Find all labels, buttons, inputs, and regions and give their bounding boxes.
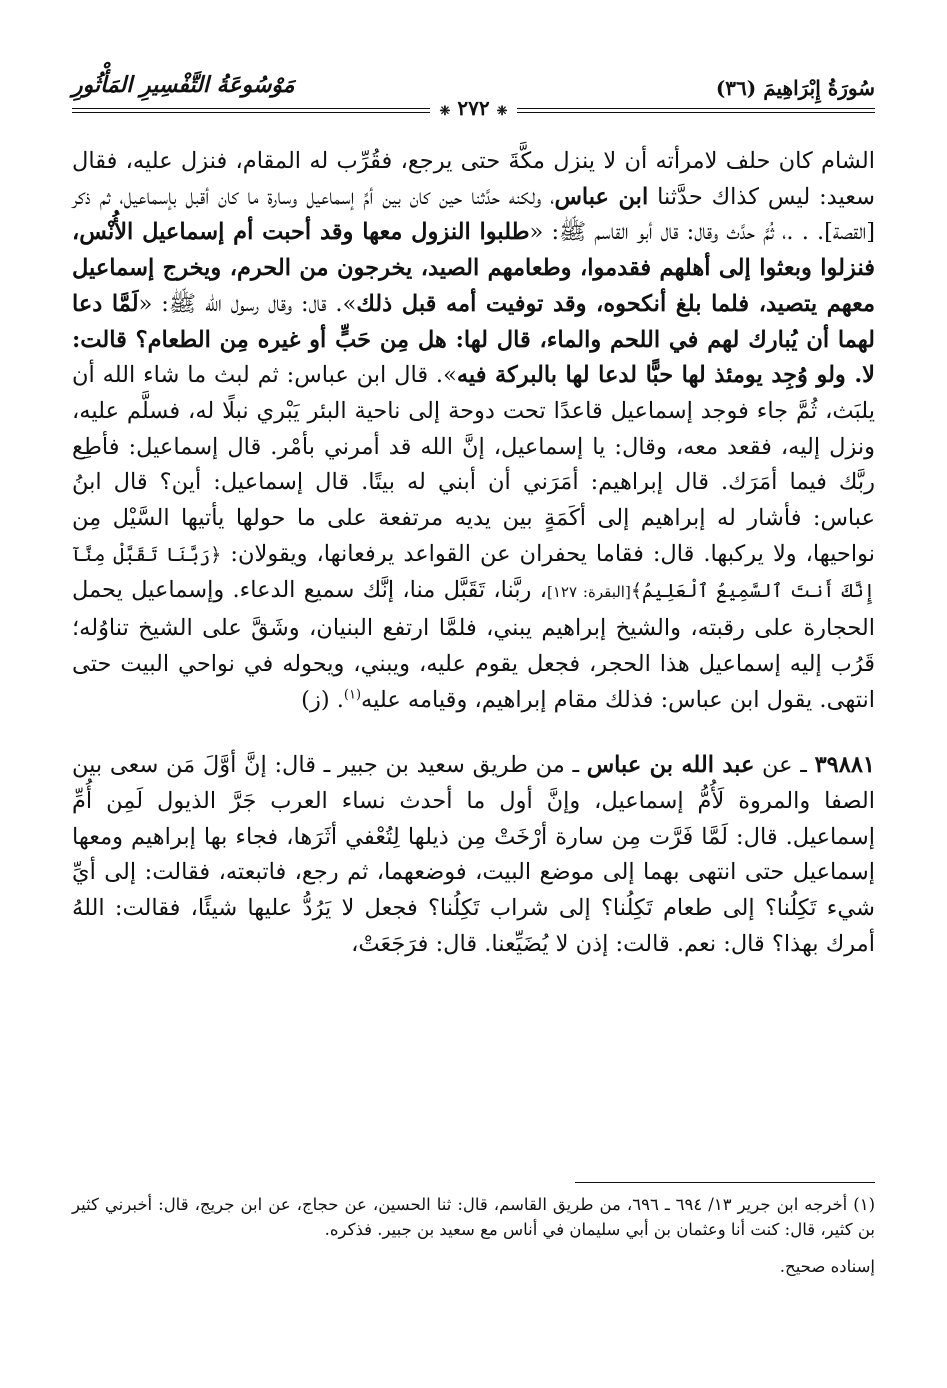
paragraph-continuation: [72, 144, 875, 718]
text-run: ـ عن: [754, 752, 815, 779]
footnote-isnad: إسناده صحيح.: [779, 1257, 875, 1276]
hadith-text: لَمَّا دعا لهما أن يُبارك لهم في اللحم والماء، قال لها: هل مِن حَبٍّ أو غيره مِن الطعام؟ قالت: لا. ولو وُجِد يومئذ لها حبًّا لدعا لها بالبركة فيه: [72, 290, 875, 389]
text-run: ». قال ابن عباس: ثم لبث ما شاء الله أن يلبَث، ثُمَّ جاء فوجد إسماعيل قاعدًا تحت دوحة إلى ناحية البئر يَبْري نبلًا له، فسلَّم عليه، ونزل إليه، فقعد معه، وقال: يا إسماعيل، إنَّ الله قد أمرني بأمْر. قال إسماعيل: فأطِع ربَّك فيما أمَرَك. قال إبراهيم: أمَرَني أن أبني له بيتًا. قال إسماعيل: أين؟ قال ابنُ عباس: فأشار له إبراهيم إلى أكَمَةٍ بين يديه مرتفعة على ما حولها يأتيها السَّيْل مِن نواحيها، ولا يركبها. قال: فقاما يحفران عن القواعد يرفعانها، ويقولان:: [72, 362, 875, 567]
text-run: ـ من طريق سعيد بن جبير ـ قال: إنَّ أوَّلَ مَن سعى بين الصفا والمروة لَأُمُّ إسماعيل، وإنَّ أول ما أحدث نساء العرب جَرَّ الذيول لَمِن أُمِّ إسماعيل. قال: لَمَّا فَرَّت مِن سارة أرْخَتْ مِن ذيلها لِتُعْفي أثَرَها، فجاء بها إبراهيم ومعها إسماعيل حتى انتهى بهما إلى موضع البيت، فوضعهما، ثم رجع، فاتبعته، فقالت: إلى أيِّ شيء تَكِلُنا؟ إلى طعام تَكِلُنا؟ إلى شراب تَكِلُنا؟ فجعل لا يَرُدُّ عليها شيئًا، فقالت: اللهُ أمرك بهذا؟ قال: نعم. قالت: إذن لا يُضَيِّعنا. قال: فرَجَعَتْ،: [72, 752, 875, 957]
ornament-icon: ❈: [439, 104, 451, 119]
text-run: ». قال: وقال رسول الله ﷺ: «: [138, 290, 357, 317]
text-run: ، ربَّنا، تَقَبَّل منا، إنَّك سميع الدعاء. وإسماعيل يحمل الحجارة على رقبته، والشيخ إبراهيم يبني، فلمَّا ارتفع البنيان، وشَقَّ على الشيخ تناوُله؛ قَرُب إليه إسماعيل هذا الحجر، فجعل يقوم عليه، ويبني، ويحوله في نواحي البيت حتى انتهى. يقول ابن عباس: فذلك مقام إبراهيم، وقيامه عليه: [72, 577, 875, 713]
narrator-name: عبد الله بن عباس: [586, 752, 755, 779]
hadith-text: طلبوا النزول معها وقد أحبت أم إسماعيل الأُنْس، فنزلوا وبعثوا إلى أهلهم فقدموا، وطعامهم الصيد، يخرجون من الحرم، ويخرج إسماعيل معهم يتصيد، فلما بلغ أنكحوه، وقد توفيت أمه قبل ذلك: [72, 219, 876, 317]
quran-reference: [البقرة: ١٢٧]: [546, 583, 631, 602]
footnote-section: [72, 1192, 875, 1279]
ornament-icon: ❈: [496, 104, 508, 119]
footnote-rule: [575, 1182, 875, 1183]
page-header: [72, 62, 875, 122]
paragraph-entry: [72, 748, 875, 962]
text-run: ، ولكنه حدَّثنا حين كان بين أمِّ إسماعيل وسارة ما كان أقبل بإسماعيل، ثم ذكر [القصة]. . .، ثُمَّ حدَّث وقال: قال أبو القاسم ﷺ: «: [72, 183, 875, 246]
footnote-text: (١) أخرجه ابن جرير ١٣/ ٦٩٤ ـ ٦٩٦، من طريق القاسم، قال: ثنا الحسين، عن حجاج، عن ابن جريج، قال: أخبرني كثير بن كثير، قال: كنت أنا وعثمان بن أبي سليمان في أناس مع سعيد بن جبير. فذكره.: [72, 1195, 875, 1239]
narrator-name: ابن عباس: [554, 183, 649, 210]
body-text: [72, 144, 875, 962]
quran-verse: ﴿رَبَّنَا تَقَبَّلْ مِنَّآ إِنَّكَ أَنتَ ٱلسَّمِيعُ ٱلْعَلِيمُ﴾: [72, 543, 875, 603]
surah-title: سُورَةُ إِبْرَاهِيمَ (٣٦): [715, 76, 875, 100]
text-run: الشام كان حلف لامرأته أن لا ينزل مكَّةَ حتى يرجع، فقُرِّب له المقام، فنزل عليه، فقال سعيد: ليس كذاك حدَّثنا: [72, 148, 875, 210]
text-run: . (ز): [301, 686, 344, 713]
book-title: مَوْسُوعَةُ التَّفْسِيرِ المَأْثُورِ: [72, 72, 295, 98]
entry-number: ٣٩٨٨١: [814, 752, 875, 779]
page-number: ٢٧٢: [457, 96, 490, 120]
footnote-marker: (١): [343, 687, 362, 703]
page-number-block: [430, 96, 518, 120]
